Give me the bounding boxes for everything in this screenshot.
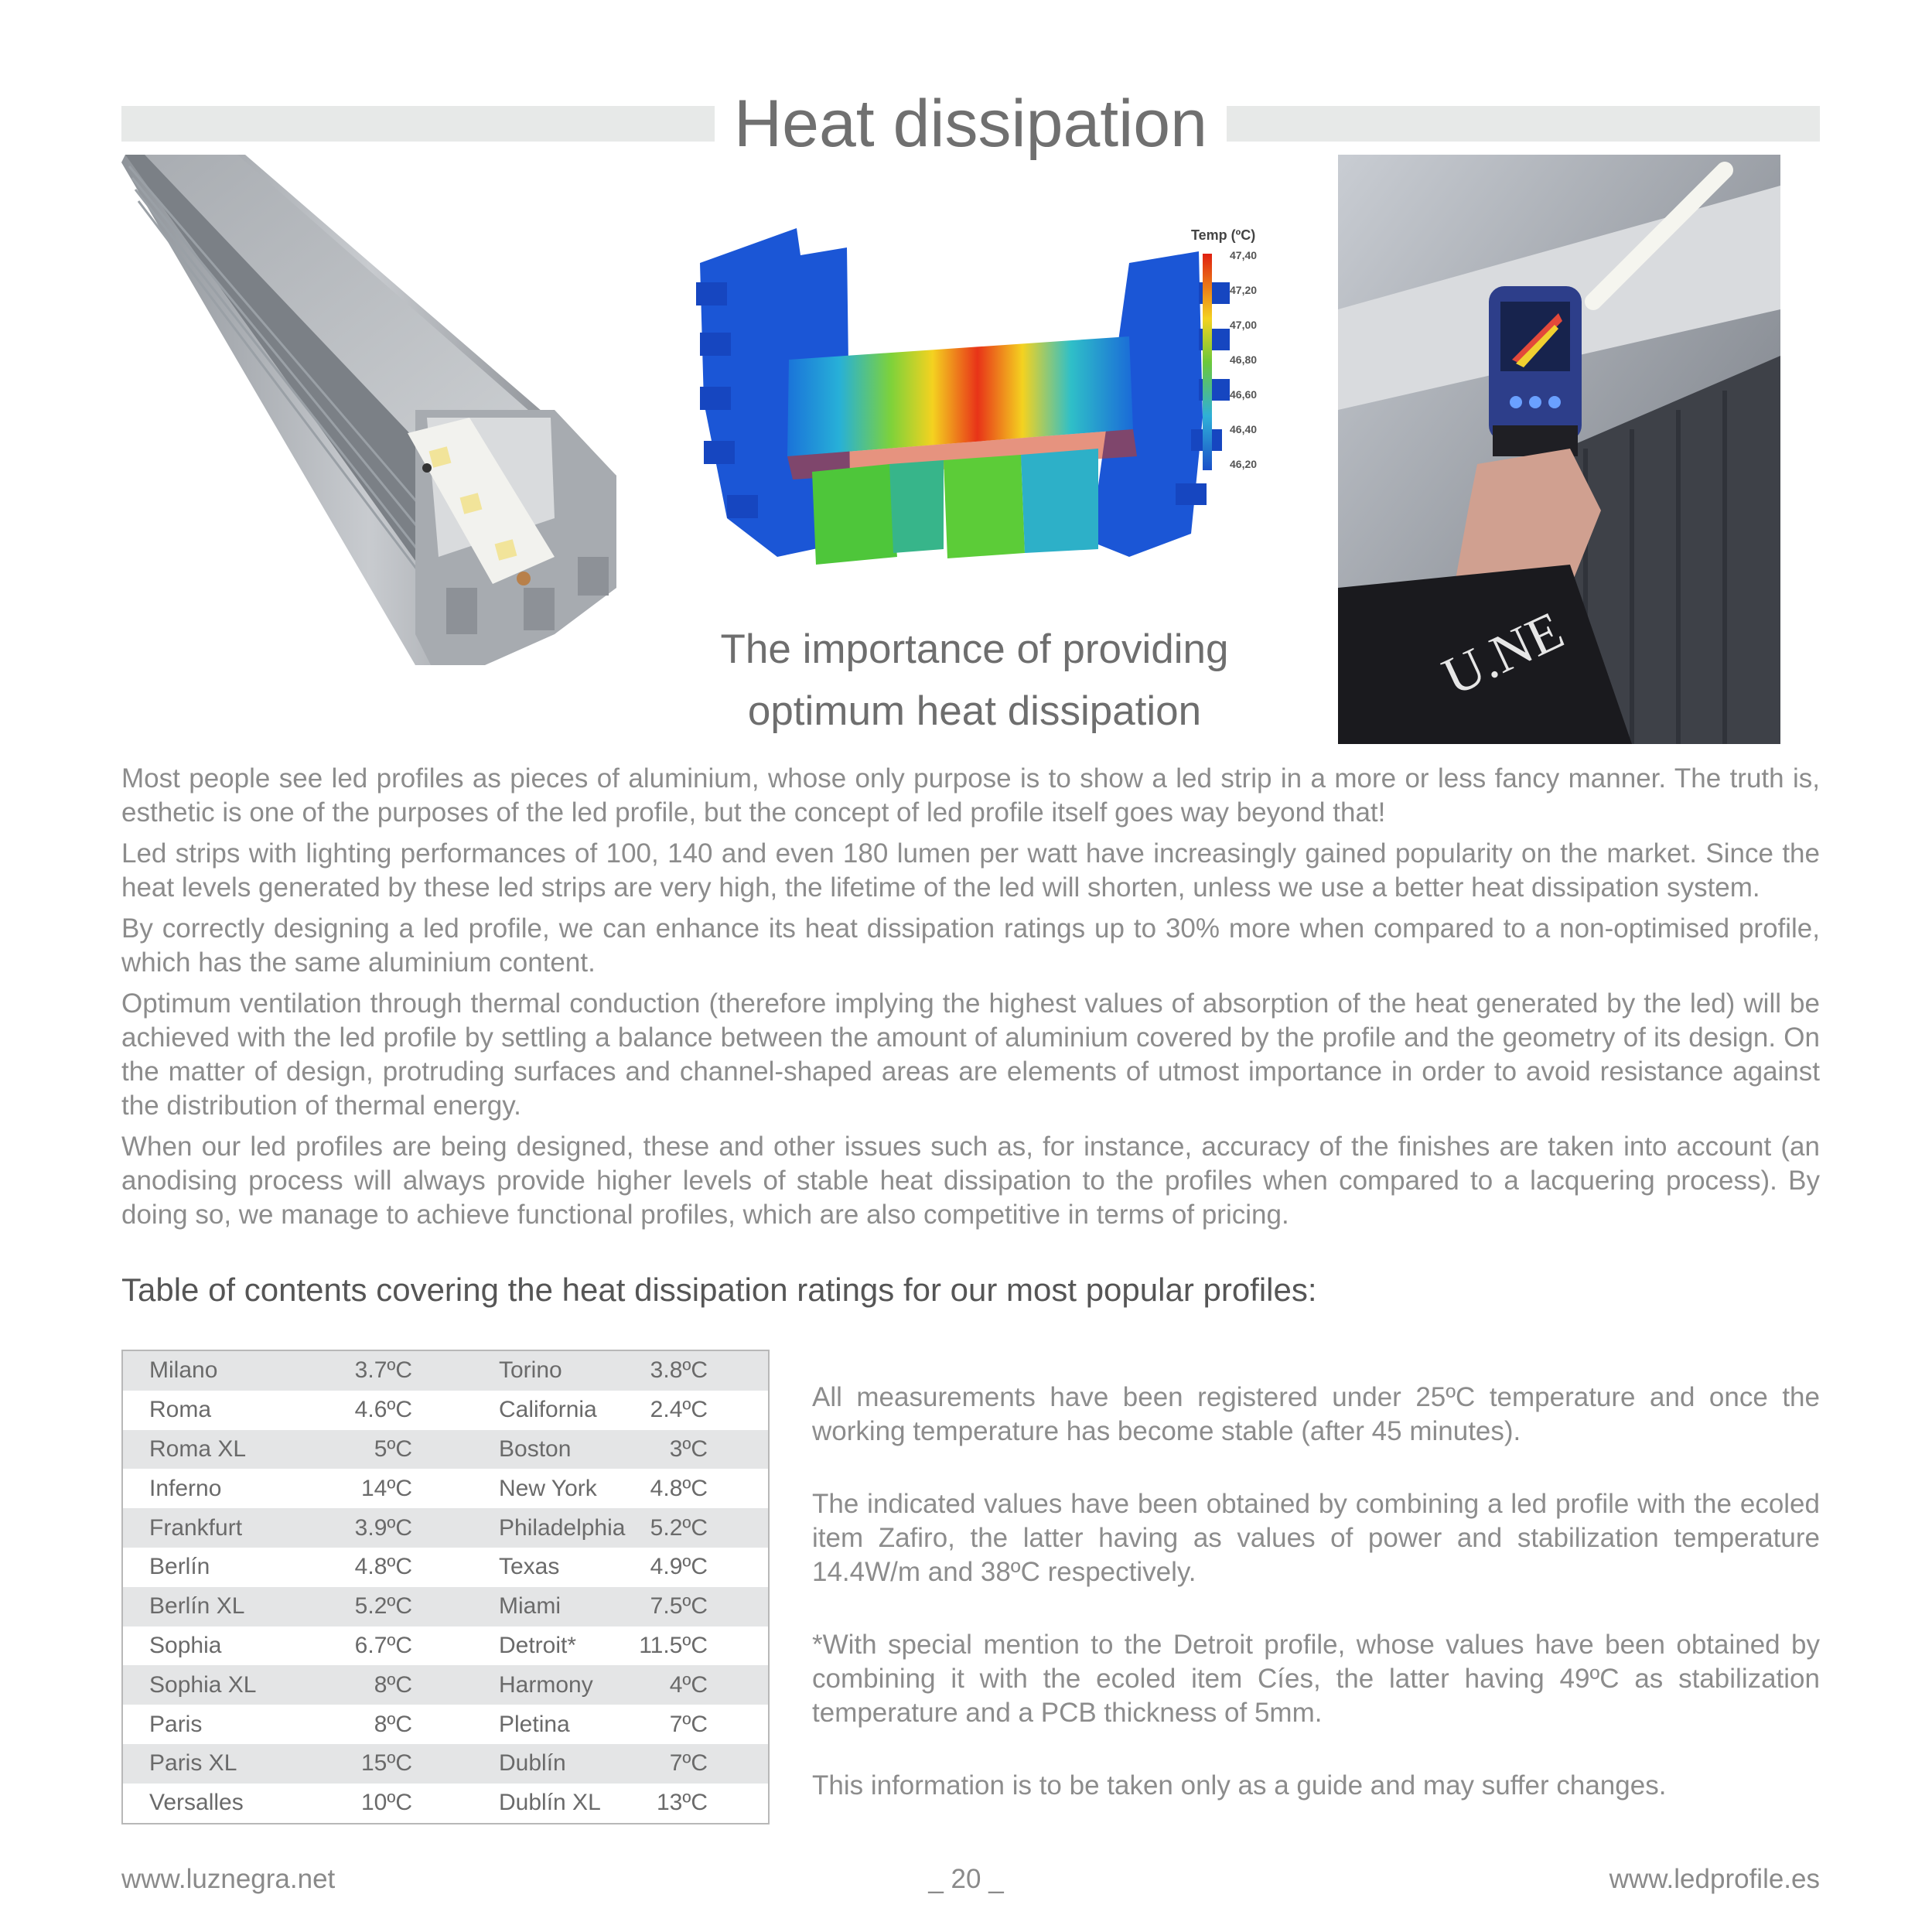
profile-name: Frankfurt: [122, 1508, 312, 1548]
profile-value: 3.9ºC: [312, 1508, 412, 1548]
profile-name: Dublín XL: [499, 1790, 601, 1816]
profile-name: Sophia XL: [122, 1665, 312, 1705]
profile-name: Detroit*: [499, 1632, 577, 1658]
subtitle: [673, 619, 1276, 742]
profile-value: 14ºC: [361, 1475, 412, 1501]
note: *With special mention to the Detroit profile, whose values have been obtained by combining it with the ecoled item Cíes, the latter having 49ºC as stabilization temperature and a PCB thickness of 5mm.: [812, 1630, 1820, 1728]
profile-name: California: [499, 1397, 597, 1423]
page-number: _ 20 _: [928, 1864, 1004, 1894]
profile-name: Paris XL: [122, 1744, 312, 1784]
table-row: [122, 1744, 769, 1784]
profile-value: 8ºC: [312, 1665, 412, 1705]
legend-value: 47,40: [1230, 249, 1258, 261]
table-row: [122, 1626, 769, 1666]
profile-value: 13ºC: [657, 1790, 708, 1816]
legend-value: 46,20: [1230, 458, 1258, 470]
profile-name: Roma: [149, 1397, 212, 1423]
profile-value: 4ºC: [625, 1665, 769, 1705]
profile-value: 4.9ºC: [650, 1554, 708, 1580]
profile-value: 10ºC: [361, 1790, 412, 1816]
profile-name: Milano: [122, 1350, 312, 1391]
legend-title: Temp (ºC): [1191, 227, 1256, 243]
profile-value: 6.7ºC: [354, 1632, 412, 1658]
shirt-logo: U.NE: [1434, 600, 1573, 708]
table-row: [122, 1784, 769, 1824]
profile-value: 5ºC: [312, 1430, 412, 1469]
profile-value: 4.8ºC: [650, 1475, 708, 1501]
paragraph: Led strips with lighting performances of 100, 140 and even 180 lumen per watt have increasingly gained popularity on the market. Since the heat levels generated by these led strips are very high, the lifetime of the led will shorten, unless we use a better heat dissipation system.: [121, 838, 1820, 903]
profile-name: Sophia: [149, 1632, 222, 1658]
legend-color-scale: [1203, 254, 1212, 470]
profile-name: Texas: [499, 1554, 560, 1580]
paragraph: Optimum ventilation through thermal conduction (therefore implying the highest values of absorption of the heat generated by the led) will be achieved with the led profile by settling a balance between the amount of aluminium covered by the profile and the geometry of its design. On the matter of design, protruding surfaces and channel-shaped areas are elements of utmost importance in order to avoid resistance against the distribution of thermal energy.: [121, 988, 1820, 1121]
legend-value: 46,40: [1230, 423, 1258, 435]
profile-name: Inferno: [149, 1475, 222, 1501]
profile-name: Boston: [412, 1430, 625, 1469]
profile-value: 11.5ºC: [639, 1632, 708, 1658]
table-row: [122, 1508, 769, 1548]
profile-value: 7ºC: [669, 1711, 708, 1737]
profile-name: Torino: [412, 1350, 625, 1391]
footer-website-left[interactable]: www.luznegra.net: [121, 1864, 336, 1894]
paragraph: Most people see led profiles as pieces of aluminium, whose only purpose is to show a led strip in a more or less fancy manner. The truth is, esthetic is one of the purposes of the led profile, but the concept of led profile itself goes way beyond that!: [121, 763, 1820, 828]
table-row: [122, 1548, 769, 1587]
profile-value: 3.8ºC: [625, 1350, 769, 1391]
title-section: [121, 85, 1820, 162]
legend-value: 46,80: [1230, 353, 1258, 366]
table-row: [122, 1350, 769, 1391]
profile-name: Miami: [412, 1587, 625, 1626]
note: All measurements have been registered under 25ºC temperature and once the working temperature has become stable (after 45 minutes).: [812, 1382, 1820, 1446]
subtitle-line-2: optimum heat dissipation: [747, 688, 1202, 734]
profile-value: 7.5ºC: [625, 1587, 769, 1626]
paragraph: When our led profiles are being designed, these and other issues such as, for instance, accuracy of the finishes are taken into account (an anodising process will always provide higher levels of stable heat dissipation to the profiles when compared to a lacquering process). By doing so, we manage to achieve functional profiles, which are also competitive in terms of pricing.: [121, 1132, 1820, 1230]
profile-name: Berlín XL: [122, 1587, 312, 1626]
profile-name: New York: [499, 1475, 597, 1501]
profile-value: 15ºC: [312, 1744, 412, 1784]
thermal-simulation-image: [696, 224, 1284, 611]
body-text: [121, 762, 1820, 1239]
profile-value: 3.7ºC: [312, 1350, 412, 1391]
table-row: [122, 1391, 769, 1430]
profile-value: 2.4ºC: [650, 1397, 708, 1423]
table-row: [122, 1430, 769, 1469]
table-row: [122, 1469, 769, 1508]
table-heading: Table of contents covering the heat dissipation ratings for our most popular profiles:: [121, 1272, 1317, 1308]
table-row: [122, 1587, 769, 1626]
page-title: Heat dissipation: [734, 87, 1207, 161]
note: The indicated values have been obtained by combining a led profile with the ecoled item Zafiro, the latter having as values of power and stabilization temperature 14.4W/m and 38ºC respectively.: [812, 1489, 1820, 1587]
profile-name: Pletina: [499, 1711, 570, 1737]
profile-name: Versalles: [149, 1790, 244, 1816]
thermal-camera-photo: [1338, 155, 1780, 744]
note: This information is to be taken only as a guide and may suffer changes.: [812, 1770, 1667, 1801]
led-profile-image: [121, 155, 632, 681]
profile-name: Paris: [149, 1711, 203, 1737]
profile-value: 7ºC: [625, 1744, 769, 1784]
profile-value: 4.6ºC: [354, 1397, 412, 1423]
legend-value: 46,60: [1230, 388, 1258, 401]
legend-value: 47,20: [1230, 284, 1258, 296]
profile-value: 4.8ºC: [354, 1554, 412, 1580]
paragraph: By correctly designing a led profile, we can enhance its heat dissipation ratings up to 30% more when compared to a non-optimised profile, which has the same aluminium content.: [121, 913, 1820, 978]
profile-value: 3ºC: [625, 1430, 769, 1469]
heat-dissipation-table: [121, 1350, 770, 1824]
table-row: [122, 1665, 769, 1705]
subtitle-line-1: The importance of providing: [720, 626, 1229, 672]
table-row: [122, 1705, 769, 1744]
footer-website-right[interactable]: www.ledprofile.es: [1609, 1864, 1820, 1894]
notes: [812, 1381, 1820, 1842]
profile-name: Roma XL: [122, 1430, 312, 1469]
legend-value: 47,00: [1230, 319, 1258, 331]
profile-name: Dublín: [412, 1744, 625, 1784]
profile-name: Harmony: [412, 1665, 625, 1705]
profile-value: 5.2ºC: [625, 1508, 769, 1548]
profile-name: Berlín: [149, 1554, 210, 1580]
profile-name: Philadelphia: [412, 1508, 625, 1548]
profile-value: 8ºC: [374, 1711, 412, 1737]
profile-value: 5.2ºC: [312, 1587, 412, 1626]
